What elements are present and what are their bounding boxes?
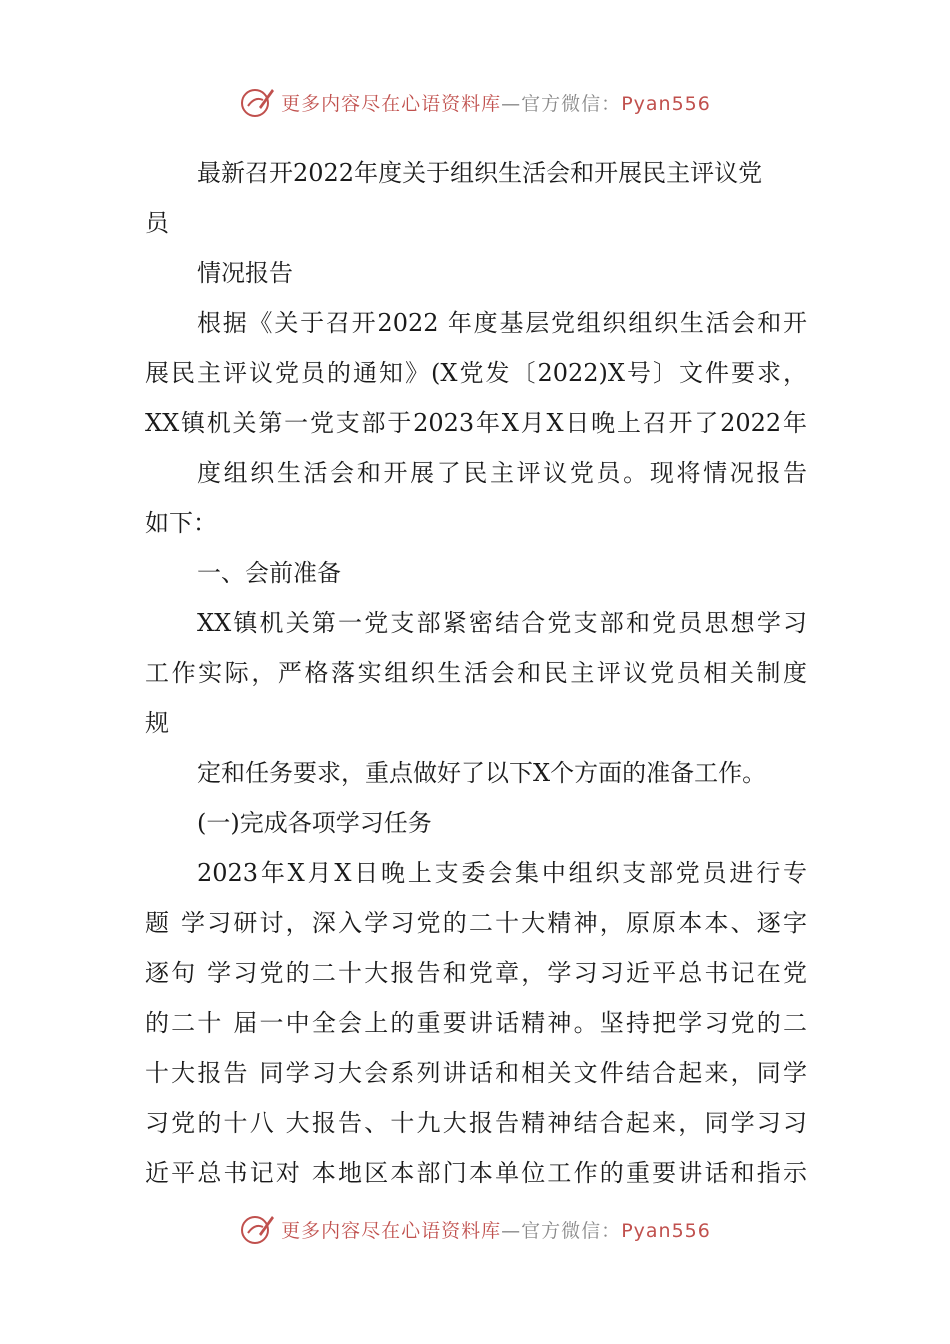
paragraph-line: XX镇机关第一党支部紧密结合党支部和党员思想学习 <box>197 609 807 637</box>
paragraph-line: 工作实际，严格落实组织生活会和民主评议党员相关制度 <box>145 659 807 687</box>
paragraph-line: 2023年X月X日晚上支委会集中组织支部党员进行专 <box>197 859 807 887</box>
paragraph-line: 十大报告 同学习大会系列讲话和相关文件结合起来，同学 <box>145 1059 807 1087</box>
watermark-banner-top <box>0 82 950 122</box>
paragraph-line: 展民主评议党员的通知》(X党发〔2022)X号〕文件要求， <box>145 359 807 387</box>
paragraph-line: 定和任务要求，重点做好了以下X个方面的准备工作。 <box>197 759 767 787</box>
paragraph-line: 如下： <box>145 509 217 537</box>
paragraph-line: 的二十 届一中全会上的重要讲话精神。坚持把学习党的二 <box>145 1009 807 1037</box>
watermark-banner-bottom <box>0 1209 950 1249</box>
watermark-text: 更多内容尽在心语资料库—官方微信：Pyan556 <box>281 1219 711 1242</box>
paragraph-line: XX镇机关第一党支部于2023年X月X日晚上召开了2022年 <box>145 409 807 437</box>
watermark-text: 更多内容尽在心语资料库—官方微信：Pyan556 <box>281 92 711 115</box>
paragraph-line: 根据《关于召开2022 年度基层党组织组织生活会和开 <box>197 309 807 337</box>
paragraph-line: 逐句 学习党的二十大报告和党章，学习习近平总书记在党 <box>145 959 807 987</box>
subsection-heading: (一)完成各项学习任务 <box>197 809 432 837</box>
document-body <box>145 148 807 1198</box>
doc-title-line: 最新召开2022年度关于组织生活会和开展民主评议党 <box>197 159 763 187</box>
doc-title-line: 员 <box>145 209 169 237</box>
doc-subtitle: 情况报告 <box>197 259 293 287</box>
pen-logo-icon <box>239 1211 275 1247</box>
paragraph-line: 度组织生活会和开展了民主评议党员。现将情况报告 <box>197 459 807 487</box>
paragraph-line: 题 学习研讨，深入学习党的二十大精神，原原本本、逐字 <box>145 909 807 937</box>
pen-logo-icon <box>239 84 275 120</box>
paragraph-line: 规 <box>145 709 169 737</box>
section-heading: 一、会前准备 <box>197 559 341 587</box>
paragraph-line: 近平总书记对 本地区本部门本单位工作的重要讲话和指示 <box>145 1159 807 1187</box>
paragraph-line: 习党的十八 大报告、十九大报告精神结合起来，同学习习 <box>145 1109 807 1137</box>
